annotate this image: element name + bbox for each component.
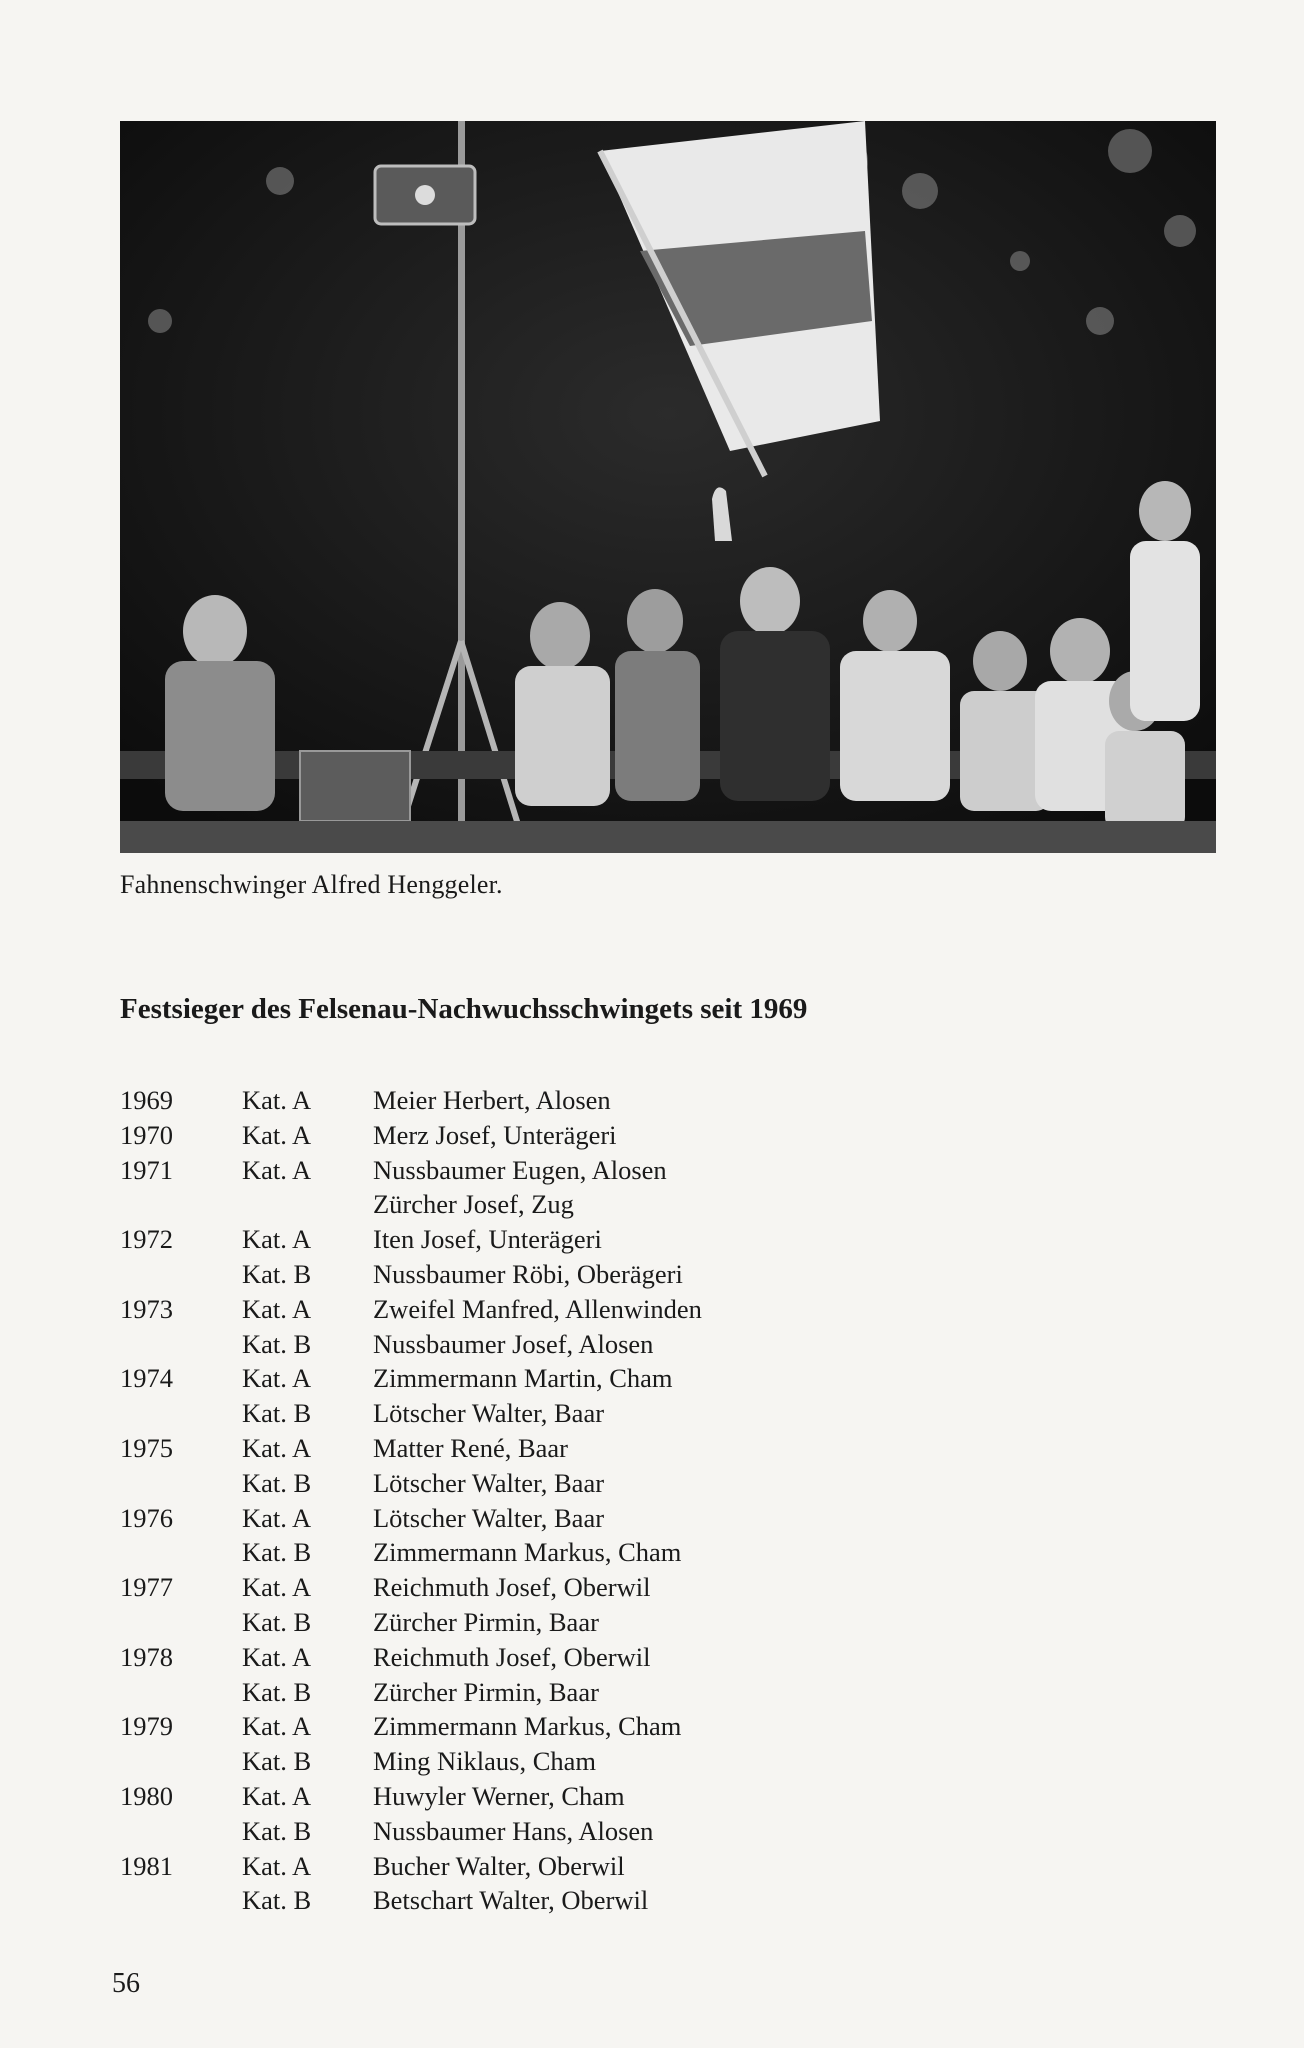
result-category: Kat. B (242, 1328, 312, 1359)
result-winner: Nussbaumer Röbi, Oberägeri (373, 1258, 683, 1289)
result-winner: Zimmermann Markus, Cham (373, 1711, 682, 1742)
result-category: Kat. A (242, 1780, 312, 1811)
results-list (120, 1083, 1120, 1918)
result-year: 1973 (120, 1293, 173, 1324)
section-heading: Festsieger des Felsenau-Nachwuchsschwingets seit 1969 (120, 993, 808, 1025)
result-winner: Iten Josef, Unterägeri (373, 1224, 602, 1255)
result-category: Kat. A (242, 1154, 312, 1185)
result-year: 1970 (120, 1119, 173, 1150)
result-winner: Lötscher Walter, Baar (373, 1398, 605, 1429)
result-row (120, 1814, 1120, 1849)
result-row (120, 1744, 1120, 1779)
result-year: 1979 (120, 1711, 173, 1742)
result-winner: Zimmermann Martin, Cham (373, 1363, 673, 1394)
result-category: Kat. A (242, 1224, 312, 1255)
result-row (120, 1466, 1120, 1501)
photo-illustration (120, 121, 1216, 853)
result-category: Kat. A (242, 1085, 312, 1115)
result-row (120, 1187, 1120, 1222)
result-category: Kat. B (242, 1676, 312, 1707)
result-year: 1976 (120, 1502, 173, 1533)
result-winner: Meier Herbert, Alosen (373, 1085, 611, 1115)
result-category: Kat. A (242, 1293, 312, 1324)
result-row (120, 1570, 1120, 1605)
result-category: Kat. B (242, 1258, 312, 1289)
result-winner: Reichmuth Josef, Oberwil (373, 1641, 651, 1672)
result-category: Kat. B (242, 1815, 312, 1846)
result-category: Kat. A (242, 1711, 312, 1742)
result-winner: Nussbaumer Eugen, Alosen (373, 1154, 667, 1185)
result-row (120, 1849, 1120, 1884)
result-category: Kat. B (242, 1537, 312, 1568)
result-row (120, 1709, 1120, 1744)
result-row (120, 1605, 1120, 1640)
result-winner: Merz Josef, Unterägeri (373, 1119, 617, 1150)
result-row (120, 1153, 1120, 1188)
result-row (120, 1083, 1120, 1118)
result-row (120, 1535, 1120, 1570)
result-year: 1969 (120, 1085, 173, 1115)
result-row (120, 1118, 1120, 1153)
result-category: Kat. A (242, 1641, 312, 1672)
result-category: Kat. B (242, 1398, 312, 1429)
result-year: 1974 (120, 1363, 173, 1394)
result-year: 1971 (120, 1154, 173, 1185)
result-winner: Nussbaumer Josef, Alosen (373, 1328, 654, 1359)
result-category: Kat. B (242, 1746, 312, 1777)
result-category: Kat. B (242, 1606, 312, 1637)
result-category: Kat. A (242, 1119, 312, 1150)
result-row (120, 1292, 1120, 1327)
result-row (120, 1222, 1120, 1257)
result-row (120, 1361, 1120, 1396)
result-winner: Lötscher Walter, Baar (373, 1467, 605, 1498)
result-category: Kat. A (242, 1432, 312, 1463)
result-winner: Zürcher Pirmin, Baar (373, 1606, 599, 1637)
result-row (120, 1779, 1120, 1814)
result-category: Kat. B (242, 1467, 312, 1498)
result-winner: Huwyler Werner, Cham (373, 1780, 625, 1811)
result-category: Kat. A (242, 1850, 312, 1881)
result-year: 1977 (120, 1572, 173, 1603)
result-row (120, 1257, 1120, 1292)
result-row (120, 1431, 1120, 1466)
result-year: 1980 (120, 1780, 173, 1811)
result-category: Kat. A (242, 1502, 312, 1533)
result-row (120, 1675, 1120, 1710)
result-winner: Zimmermann Markus, Cham (373, 1537, 682, 1568)
photo-caption: Fahnenschwinger Alfred Henggeler. (120, 870, 503, 899)
result-winner: Reichmuth Josef, Oberwil (373, 1572, 651, 1603)
result-row (120, 1396, 1120, 1431)
page-number: 56 (112, 1968, 140, 1999)
result-category: Kat. A (242, 1572, 312, 1603)
result-row (120, 1883, 1120, 1918)
result-winner: Betschart Walter, Oberwil (373, 1885, 649, 1916)
result-winner: Zürcher Josef, Zug (373, 1189, 574, 1220)
result-category: Kat. A (242, 1363, 312, 1394)
result-winner: Zweifel Manfred, Allenwinden (373, 1293, 702, 1324)
result-year: 1972 (120, 1224, 173, 1255)
photo-flag-swinger (120, 121, 1216, 853)
result-winner: Lötscher Walter, Baar (373, 1502, 605, 1533)
loudspeaker-pole (458, 121, 465, 853)
result-row (120, 1327, 1120, 1362)
result-row (120, 1640, 1120, 1675)
result-year: 1975 (120, 1432, 173, 1463)
result-row (120, 1501, 1120, 1536)
result-winner: Nussbaumer Hans, Alosen (373, 1815, 654, 1846)
result-category: Kat. B (242, 1885, 312, 1916)
result-year: 1978 (120, 1641, 173, 1672)
result-winner: Matter René, Baar (373, 1432, 568, 1463)
result-year: 1981 (120, 1850, 173, 1881)
result-winner: Bucher Walter, Oberwil (373, 1850, 625, 1881)
result-winner: Zürcher Pirmin, Baar (373, 1676, 599, 1707)
result-winner: Ming Niklaus, Cham (373, 1746, 597, 1777)
